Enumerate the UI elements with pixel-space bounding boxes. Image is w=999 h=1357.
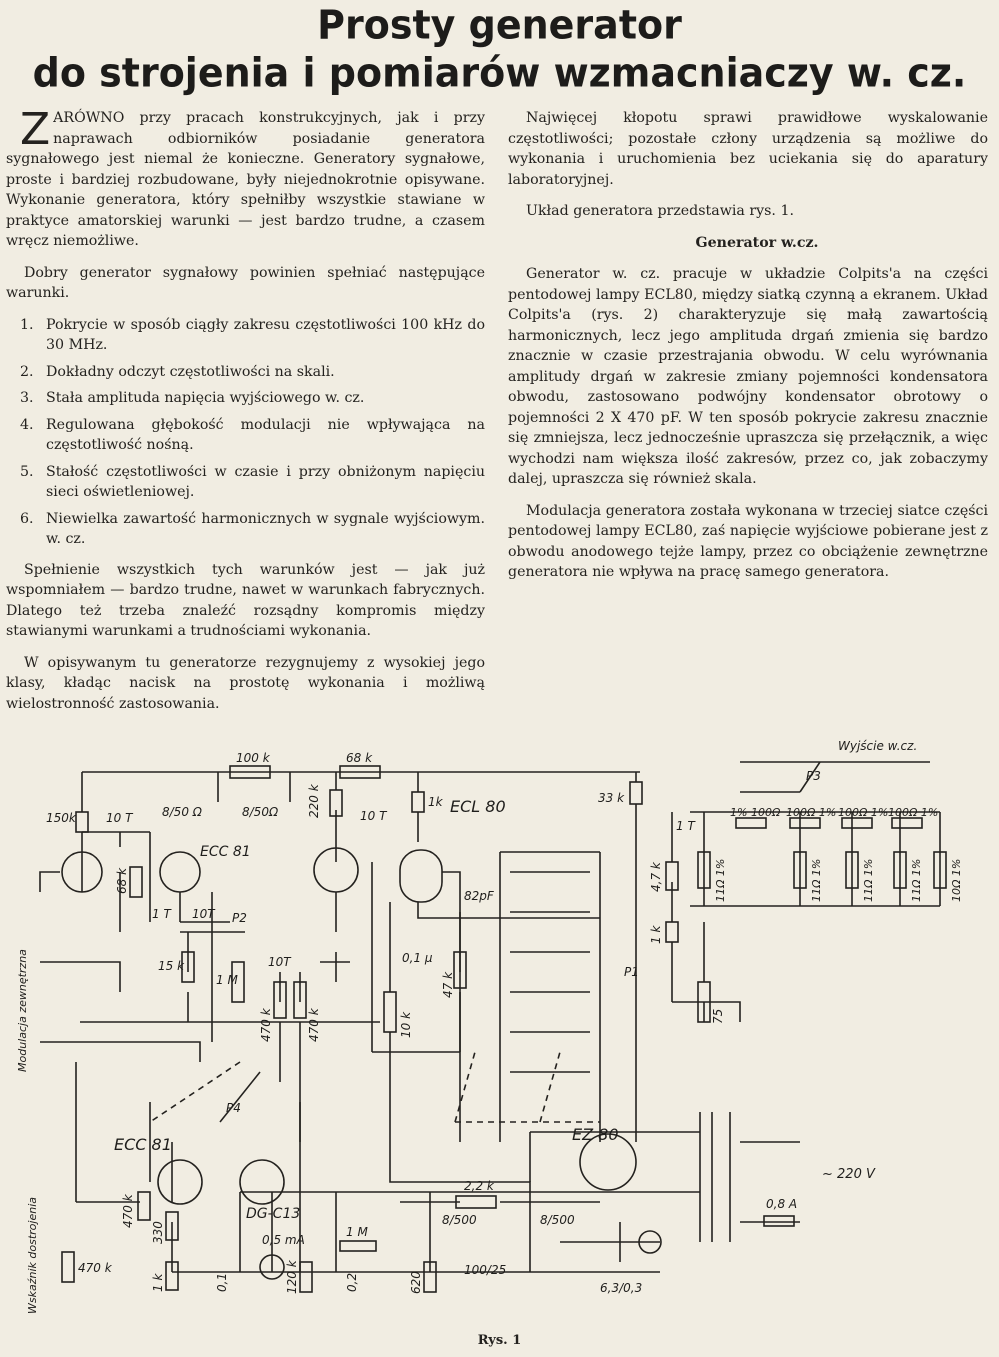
- figure-caption: Rys. 1: [477, 1333, 522, 1348]
- schematic-labels: [16, 739, 963, 1314]
- label-att-series-1: 1% 100Ω: [730, 806, 781, 819]
- label-p3: P3: [806, 769, 821, 783]
- label-r1m-pot: 1 M: [216, 973, 238, 987]
- left-column: [6, 104, 485, 725]
- label-c01u: 0,1 µ: [402, 951, 433, 965]
- requirements-list: [6, 315, 485, 550]
- label-c10t-d: 10T: [268, 955, 291, 969]
- label-r33k: 33 k: [598, 791, 625, 805]
- list-number: 1.: [20, 316, 34, 333]
- paragraph-simplicity: W opisywanym tu generatorze rezygnujemy z wysokiej jego klasy, kładąc nacisk na prostotę wykonania i możliwą wielostronność zastosowania.: [6, 654, 485, 712]
- label-c10t-b: 10 T: [360, 809, 387, 823]
- label-r150k: 150k: [46, 811, 76, 825]
- list-number: 6.: [20, 510, 34, 527]
- paragraph-figure-ref: Układ generatora przedstawia rys. 1.: [526, 203, 794, 219]
- label-r220k: 220 k: [307, 784, 321, 818]
- label-r75: 75: [711, 1008, 725, 1024]
- paragraph-compromise: Spełnienie wszystkich tych warunków jest — jak już wspomniałem — bardzo trudne, nawet w warunkach fabrycznych. Dlatego też trzeba znaleźć rozsądny kompromis między stawianymi warunkami a trudnościami wykonania.: [6, 561, 485, 639]
- label-att-shunt-3: 11Ω 1%: [862, 858, 875, 902]
- label-p2: P2: [232, 911, 247, 925]
- label-dg-c13: DG-C13: [246, 1206, 301, 1222]
- list-item: [6, 362, 485, 383]
- label-r4-7k: 4,7 k: [649, 862, 663, 892]
- list-item: [6, 415, 485, 456]
- label-c10t-c: 10T: [192, 907, 215, 921]
- schematic-drawing: [0, 722, 999, 1322]
- label-r120k: 120 k: [285, 1260, 299, 1294]
- label-r470k-d: 470 k: [78, 1261, 112, 1275]
- label-r47k: 47 k: [441, 971, 455, 998]
- list-item: [6, 388, 485, 409]
- label-c1t-out: 1 T: [676, 819, 695, 833]
- right-column: [508, 108, 988, 594]
- label-ez80: EZ 80: [572, 1125, 619, 1144]
- label-p4: P4: [226, 1101, 241, 1115]
- label-mod-ext: Modulacja zewnętrzna: [16, 949, 29, 1072]
- label-r1m: 1 M: [346, 1225, 368, 1239]
- list-item: [6, 462, 485, 503]
- label-r10k: 10 k: [399, 1011, 413, 1038]
- drop-cap: Z: [20, 104, 51, 155]
- list-number: 3.: [20, 390, 34, 406]
- label-r470k-c: 470 k: [121, 1194, 135, 1228]
- list-text: Dokładny odczyt częstotliwości na skali.: [46, 363, 335, 380]
- label-r1k-pot: 1 k: [649, 925, 663, 944]
- label-c01: 0,1: [215, 1272, 229, 1292]
- circuit-schematic: [0, 722, 999, 1322]
- label-att-series-4: 100Ω 1%: [888, 806, 939, 819]
- label-att-series-3: 100Ω 1%: [838, 806, 889, 819]
- label-c10t-a: 10 T: [106, 811, 133, 825]
- label-r68k-top: 68 k: [346, 751, 373, 765]
- intro-text: ARÓWNO przy pracach konstrukcyjnych, jak i przy naprawach odbiorników posiadanie generatora sygnałowego jest niemal że konieczne. Generatory sygnałowe, proste i bardziej rozbudowane, były niejednokrotnie opisywane. Wykonanie generatora, który spełniłby wszystkie stawiane w praktyce amatorskiej warunki — jest bardzo trudne, a czasem wręcz niemożliwe.: [6, 110, 485, 249]
- label-r330: 330: [151, 1221, 165, 1244]
- wiring: [40, 762, 940, 1279]
- label-r15k: 15 k: [158, 959, 185, 973]
- label-att-shunt-1: 11Ω 1%: [714, 858, 727, 902]
- list-text: Stałość częstotliwości w czasie i przy obniżonym napięciu sieci oświetleniowej.: [46, 463, 485, 500]
- label-r470k-b: 470 k: [307, 1008, 321, 1042]
- list-number: 2.: [20, 363, 34, 380]
- label-c02: 0,2: [345, 1272, 359, 1292]
- label-r1k-top: 1k: [428, 795, 443, 809]
- label-ecl80: ECL 80: [450, 797, 506, 816]
- list-text: Pokrycie w sposób ciągły zakresu częstotliwości 100 kHz do 30 MHz.: [46, 316, 485, 353]
- label-ecc81-bot: ECC 81: [114, 1135, 172, 1154]
- label-att-series-2: 100Ω 1%: [786, 806, 837, 819]
- label-r470k-a: 470 k: [259, 1008, 273, 1042]
- label-r620: 620: [409, 1271, 423, 1294]
- label-r1k-bot: 1 k: [151, 1273, 165, 1292]
- label-ma: 0,5 mA: [262, 1233, 305, 1247]
- label-att-shunt-4: 11Ω 1%: [910, 858, 923, 902]
- label-c1t: 1 T: [152, 907, 171, 921]
- label-c8-500b: 8/500: [540, 1213, 575, 1227]
- components: [62, 766, 946, 1292]
- label-c8-500a: 8/500: [442, 1213, 477, 1227]
- list-text: Stała amplituda napięcia wyjściowego w. cz.: [46, 390, 365, 406]
- label-fuse: 0,8 A: [766, 1197, 798, 1211]
- label-c8-50b: 8/50Ω: [242, 805, 279, 819]
- list-item: [6, 315, 485, 356]
- label-p1: P1: [624, 965, 639, 979]
- label-c100-25: 100/25: [464, 1263, 507, 1277]
- article-title-line-1: Prosty generator: [317, 1, 682, 49]
- label-ecc81-top: ECC 81: [200, 844, 251, 860]
- list-text: Regulowana głębokość modulacji nie wpływająca na częstotliwość nośną.: [46, 416, 485, 453]
- paragraph-modulation: Modulacja generatora została wykonana w trzeciej siatce części pentodowej lampy ECL80, zaś napięcie wyjściowe pobierane jest z obwodu anodowego tejże lampy, przez co obciążenie zewnętrzne generatora nie wpływa na pracę samego generatora.: [508, 502, 988, 580]
- label-r2-2k: 2,2 k: [464, 1179, 494, 1193]
- paragraph-calibration: Najwięcej kłopotu sprawi prawidłowe wyskalowanie częstotliwości; pozostałe człony urządzenia są możliwe do wykonania i uruchomienia bez uciekania się do aparatury laboratoryjnej.: [508, 110, 988, 188]
- conditions-intro: Dobry generator sygnałowy powinien spełniać następujące warunki.: [6, 264, 485, 301]
- list-number: 4.: [20, 416, 34, 433]
- label-c82pf: 82pF: [464, 889, 494, 903]
- list-number: 5.: [20, 463, 34, 480]
- section-heading: Generator w.cz.: [695, 234, 819, 251]
- label-220v: ~ 220 V: [822, 1167, 875, 1182]
- label-c8-50a: 8/50 Ω: [162, 805, 202, 819]
- label-output: Wyjście w.cz.: [838, 739, 918, 753]
- label-att-shunt-2: 11Ω 1%: [810, 858, 823, 902]
- paragraph-colpitts: Generator w. cz. pracuje w układzie Colpits'a na części pentodowej lampy ECL80, między siatką czynną a ekranem. Układ Colpits'a (rys. 2) charakteryzuje się małą zawartością harmonicznych, lecz jego amplituda drgań zmienia się bardzo znacznie w czasie przestrajania obwodu. W celu wyrównania amplitudy drgań w zakresie zmiany pojemności kondensatora obwodu, zastosowano podwójny kondensator obrotowy o pojemności 2 X 470 pF. W ten sposób pokrycie zakresu znacznie się zmniejsza, lecz jednocześnie upraszcza się przełącznik, a więc wychodzi nam większa ilość zakresów, przez co, jak zobaczymy dalej, upraszcza się również skala.: [508, 266, 988, 487]
- label-r100k: 100 k: [236, 751, 270, 765]
- list-text: Niewielka zawartość harmonicznych w sygnale wyjściowym. w. cz.: [46, 510, 485, 547]
- list-item: [6, 509, 485, 550]
- label-r68k: 68 k: [115, 867, 129, 894]
- label-tuning-indicator: Wskaźnik dostrojenia: [26, 1197, 39, 1314]
- intro-paragraph: [6, 104, 485, 252]
- article-title-line-2: do strojenia i pomiarów wzmacniaczy w. cz.: [32, 49, 967, 97]
- label-att-shunt-5: 10Ω 1%: [950, 858, 963, 902]
- label-lamp: 6,3/0,3: [600, 1281, 643, 1295]
